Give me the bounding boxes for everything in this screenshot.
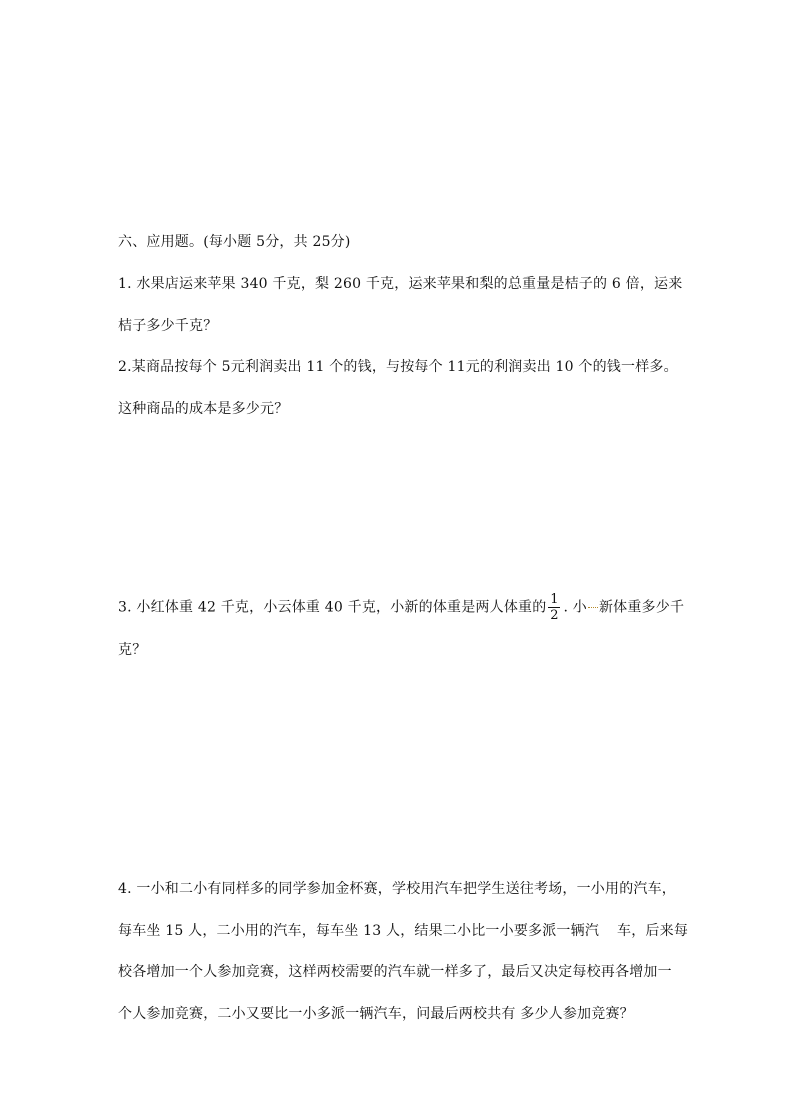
question-4-line-3: 校各增加一个人参加竞赛，这样两校需要的汽车就一样多了，最后又决定每校再各增加一 [118, 964, 672, 980]
question-3-line-2: 克？ [118, 642, 147, 658]
dotted-mark [588, 607, 598, 608]
question-3-text-after: 新体重多少千 [598, 599, 685, 616]
question-4-line-1: 4. 一小和二小有同样多的同学参加金杯赛，学校用汽车把学生送往考场，一小用的汽车， [118, 881, 677, 897]
fraction-numerator: 1 [550, 592, 559, 607]
question-3-text-before: 3. 小红体重 42 千克，小云体重 40 千克，小新的体重是两人体重的 [118, 599, 547, 616]
question-4-line-2-before: 每车坐 15 人，二小用的汽车，每车坐 13 人，结果二小比一小要多派一辆汽 [118, 923, 600, 939]
question-1-line-1: 1. 水果店运来苹果 340 千克，梨 260 千克，运来苹果和梨的总重量是桔子的 6 倍，运来 [118, 276, 683, 292]
question-4-line-4: 个人参加竞赛，二小又要比一小多派一辆汽车，问最后两校共有 多少人参加竞赛？ [118, 1006, 634, 1022]
section-heading: 六、应用题。(每小题 5分，共 25分) [118, 234, 351, 250]
question-2-line-2: 这种商品的成本是多少元？ [118, 401, 289, 417]
fraction-denominator: 2 [550, 608, 559, 623]
question-4-line-2 [118, 921, 688, 941]
question-3-line-1 [118, 593, 684, 622]
question-1-line-2: 桔子多少千克？ [118, 318, 218, 334]
question-3-text-mid: . 小 [563, 599, 587, 616]
question-2-line-1: 2.某商品按每个 5元利润卖出 11 个的钱，与按每个 11元的利润卖出 10 个的钱一样多。 [118, 359, 678, 375]
fraction-one-half [548, 593, 560, 622]
question-4-line-2-after: 车，后来每 [617, 923, 689, 939]
